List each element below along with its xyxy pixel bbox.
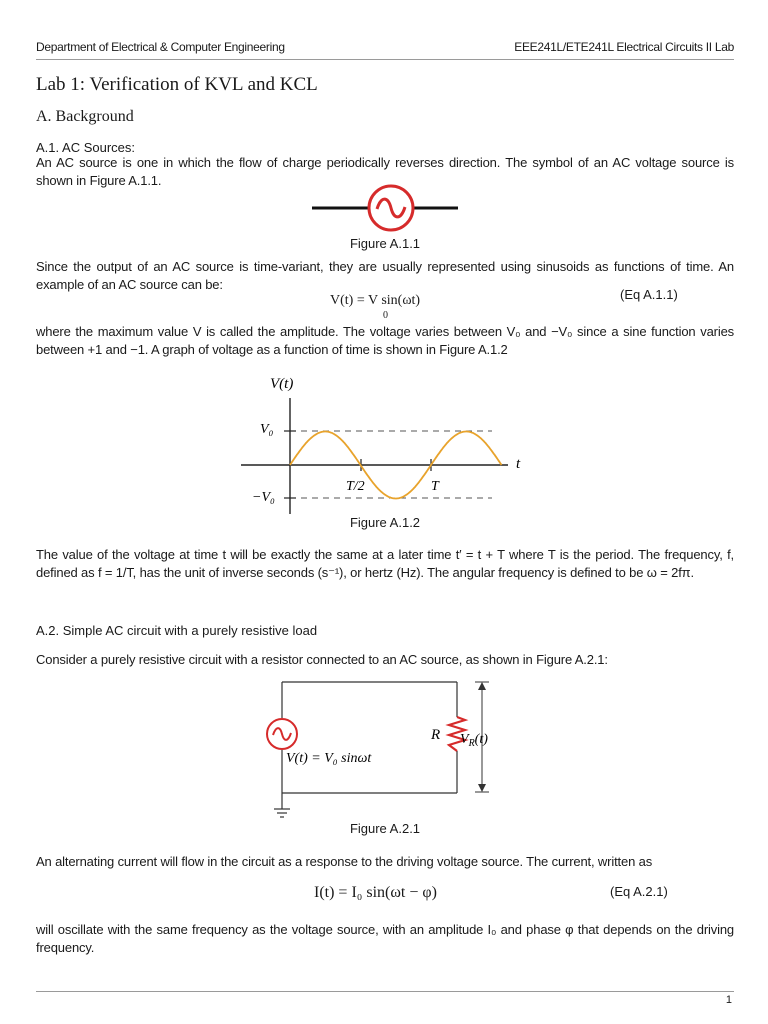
equation-a21-tag: (Eq A.2.1) — [610, 884, 668, 899]
equation-a21: I(t) = I₀ sin(ωt − φ) — [314, 884, 437, 901]
page-number: 1 — [725, 994, 732, 1006]
footer-rule — [36, 991, 734, 992]
graph-y-label: V(t) — [270, 376, 294, 392]
figure-a12-caption: Figure A.1.2 — [349, 515, 421, 530]
figure-a21-caption: Figure A.2.1 — [349, 821, 421, 836]
a1-paragraph-2: Since the output of an AC source is time-variant, they are usually represented using sinusoids as functions of time. An example of an AC source can be: — [36, 259, 734, 292]
equation-a11-subscript: 0 — [383, 310, 388, 321]
equation-a11: V(t) = V sin(ωt) — [330, 293, 421, 308]
a2-paragraph-2: An alternating current will flow in the circuit as a response to the driving voltage source. The current, written as — [36, 854, 653, 869]
circuit-vr-label: $V_R(t)$ — [460, 732, 488, 749]
section-a1-heading: A.1. AC Sources: — [36, 140, 135, 155]
equation-a11-tag: (Eq A.1.1) — [620, 287, 678, 302]
section-a-heading: A. Background — [36, 108, 134, 125]
circuit-source-label: V(t) = V₀ sinωt — [286, 751, 372, 766]
a1-paragraph-1: An AC source is one in which the flow of charge periodically reverses direction. The symbol of an AC voltage source is shown in Figure A.1.1. — [36, 155, 734, 188]
header-rule — [36, 59, 734, 60]
page-title: Lab 1: Verification of KVL and KCL — [36, 74, 318, 95]
header-course: EEE241L/ETE241L Electrical Circuits II Lab — [514, 40, 734, 54]
a2-paragraph-1: Consider a purely resistive circuit with a resistor connected to an AC source, as shown in Figure A.2.1: — [36, 652, 608, 667]
graph-half-period-label: T/2 — [346, 479, 365, 494]
figure-a11-caption: Figure A.1.1 — [349, 236, 421, 251]
graph-t-axis-label: t — [516, 456, 521, 472]
a2-paragraph-3: will oscillate with the same frequency as the voltage source, with an amplitude I₀ and phase φ that depends on the driving frequency. — [36, 922, 734, 955]
a1-paragraph-4: The value of the voltage at time t will be exactly the same at a later time t′ = t + T where T is the period. The frequency, f, defined as f = 1/T, has the unit of inverse seconds (s⁻¹), or hertz (Hz). The angular frequency is defined to be ω = 2fπ. — [36, 547, 734, 580]
voltage-time-graph — [236, 370, 536, 515]
graph-v0-label: V₀ — [260, 422, 274, 437]
a1-paragraph-3: where the maximum value V is called the amplitude. The voltage varies between V₀ and −V₀ since a sine function varies between +1 and −1. A graph of voltage as a function of time is shown in Figure A.1.2 — [36, 324, 734, 357]
circuit-resistor-label: R — [431, 727, 441, 743]
ac-source-symbol — [310, 182, 460, 234]
section-a2-heading: A.2. Simple AC circuit with a purely resistive load — [36, 623, 318, 638]
resistive-circuit-diagram — [260, 675, 510, 825]
header-department: Department of Electrical & Computer Engineering — [36, 40, 285, 54]
graph-neg-v0-label: −V₀ — [252, 490, 275, 505]
graph-period-label: T — [431, 479, 439, 494]
